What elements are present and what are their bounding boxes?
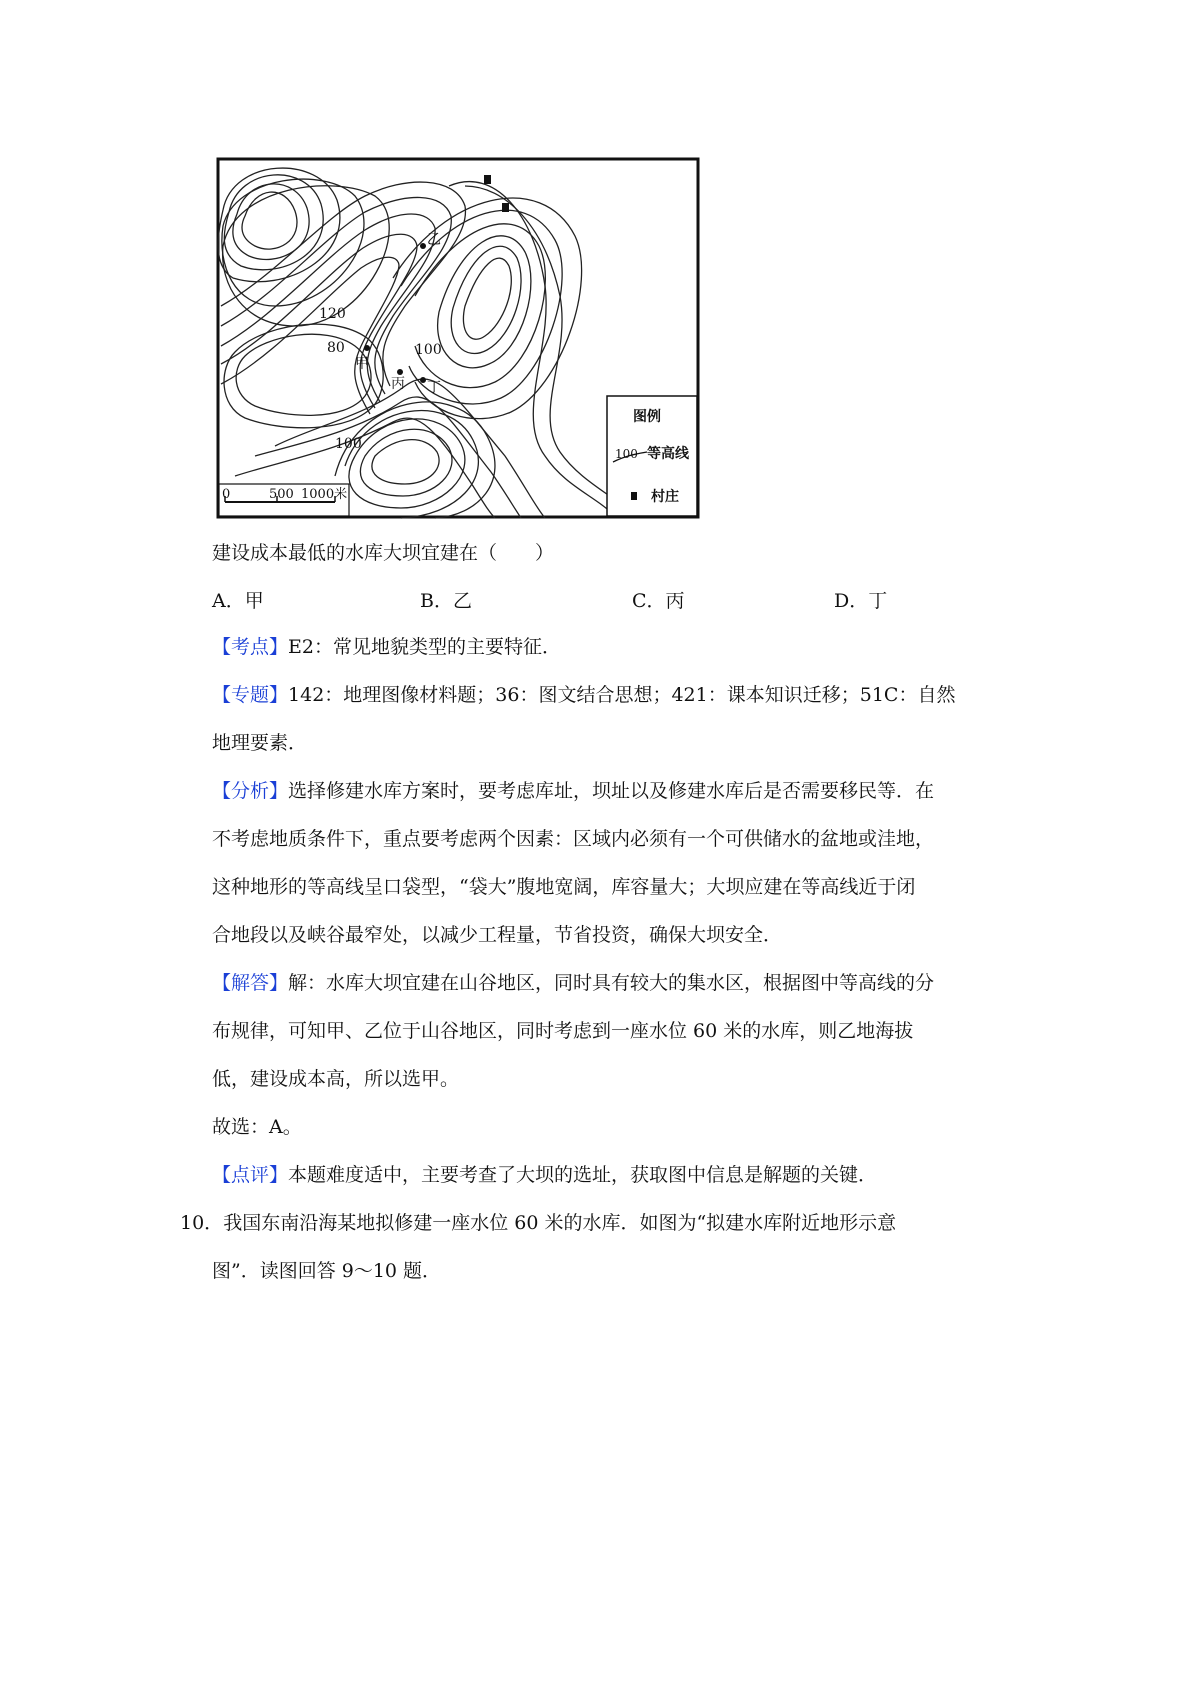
contour-label: 120 <box>319 306 346 322</box>
fenxi-line-4: 合地段以及峡谷最窄处，以减少工程量，节省投资，确保大坝安全． <box>212 924 783 946</box>
fenxi-tag: 【分析】 <box>212 780 289 802</box>
option-text: 甲 <box>244 590 264 612</box>
point-bing-label: 丙 <box>391 376 405 392</box>
dianping-line <box>212 1160 877 1190</box>
zhuanti-line-2: 地理要素． <box>212 732 308 754</box>
scale-bar <box>219 484 349 516</box>
jieda-line-1 <box>212 968 934 998</box>
village-marker <box>484 175 491 184</box>
contour-label: 80 <box>327 340 345 356</box>
option-letter: B． <box>420 590 453 612</box>
contour-label: 100 <box>335 436 362 452</box>
legend-village-label: 村庄 <box>651 489 679 505</box>
question-stem: 建设成本最低的水库大坝宜建在（ ） <box>212 542 555 564</box>
option-letter: A． <box>212 590 245 612</box>
option-d <box>834 586 887 613</box>
topographic-map <box>215 156 701 520</box>
dianping-text: 本题难度适中，主要考查了大坝的选址，获取图中信息是解题的关键． <box>288 1164 878 1186</box>
option-letter: D． <box>834 590 869 612</box>
scale-label: 0 <box>222 487 231 502</box>
jieda-line-3: 低，建设成本高，所以选甲。 <box>212 1068 460 1090</box>
option-c <box>632 586 685 613</box>
zhuanti-tag: 【专题】 <box>212 684 289 706</box>
question-number: 10． <box>180 1212 224 1234</box>
jieda-line-2: 布规律，可知甲、乙位于山谷地区，同时考虑到一座水位 60 米的水库，则乙地海拔 <box>212 1020 914 1042</box>
option-text: 丁 <box>868 590 888 612</box>
point-jia-marker <box>364 345 370 351</box>
scale-label: 500 <box>269 487 294 502</box>
zhuanti-line-1 <box>212 680 955 710</box>
contour-label: 100 <box>415 342 442 358</box>
option-b <box>420 586 472 613</box>
point-jia-label: 甲 <box>355 356 369 372</box>
next-question-line-1 <box>180 1208 896 1238</box>
scale-label: 1000米 <box>301 487 348 502</box>
option-text: 乙 <box>452 590 472 612</box>
fenxi-line-2: 不考虑地质条件下，重点要考虑两个因素：区域内必须有一个可供储水的盆地或洼地， <box>212 828 935 850</box>
next-question-text: 我国东南沿海某地拟修建一座水位 60 米的水库．如图为“拟建水库附近地形示意 <box>223 1212 897 1234</box>
option-letter: C． <box>632 590 666 612</box>
point-ding-marker <box>420 377 426 383</box>
fenxi-line-1 <box>212 776 934 806</box>
point-yi-label: 乙 <box>427 232 441 248</box>
fenxi-line-3: 这种地形的等高线呈口袋型，“袋大”腹地宽阔，库容量大；大坝应建在等高线近于闭 <box>212 876 916 898</box>
point-yi-marker <box>420 243 426 249</box>
next-question-line-2: 图”．读图回答 9～10 题． <box>212 1260 442 1282</box>
point-bing-marker <box>397 369 403 375</box>
legend-contour-value: 100 <box>615 447 638 461</box>
kaodian-tag: 【考点】 <box>212 636 289 658</box>
answer-line: 故选：A。 <box>212 1116 302 1138</box>
point-ding-label: 丁 <box>427 380 441 396</box>
option-text: 丙 <box>665 590 685 612</box>
legend-contour-label: 等高线 <box>647 446 689 462</box>
zhuanti-text: 142：地理图像材料题；36：图文结合思想；421：课本知识迁移；51C：自然 <box>288 684 956 706</box>
dianping-tag: 【点评】 <box>212 1164 289 1186</box>
option-a <box>212 586 264 613</box>
kaodian-line <box>212 632 561 662</box>
jieda-text: 解：水库大坝宜建在山谷地区，同时具有较大的集水区，根据图中等高线的分 <box>288 972 935 994</box>
legend-title: 图例 <box>633 409 661 425</box>
village-marker <box>502 203 509 212</box>
jieda-tag: 【解答】 <box>212 972 289 994</box>
map-legend <box>607 396 697 516</box>
fenxi-text: 选择修建水库方案时，要考虑库址，坝址以及修建水库后是否需要移民等．在 <box>288 780 935 802</box>
legend-village-icon <box>631 492 637 500</box>
kaodian-text: E2：常见地貌类型的主要特征． <box>288 636 561 658</box>
